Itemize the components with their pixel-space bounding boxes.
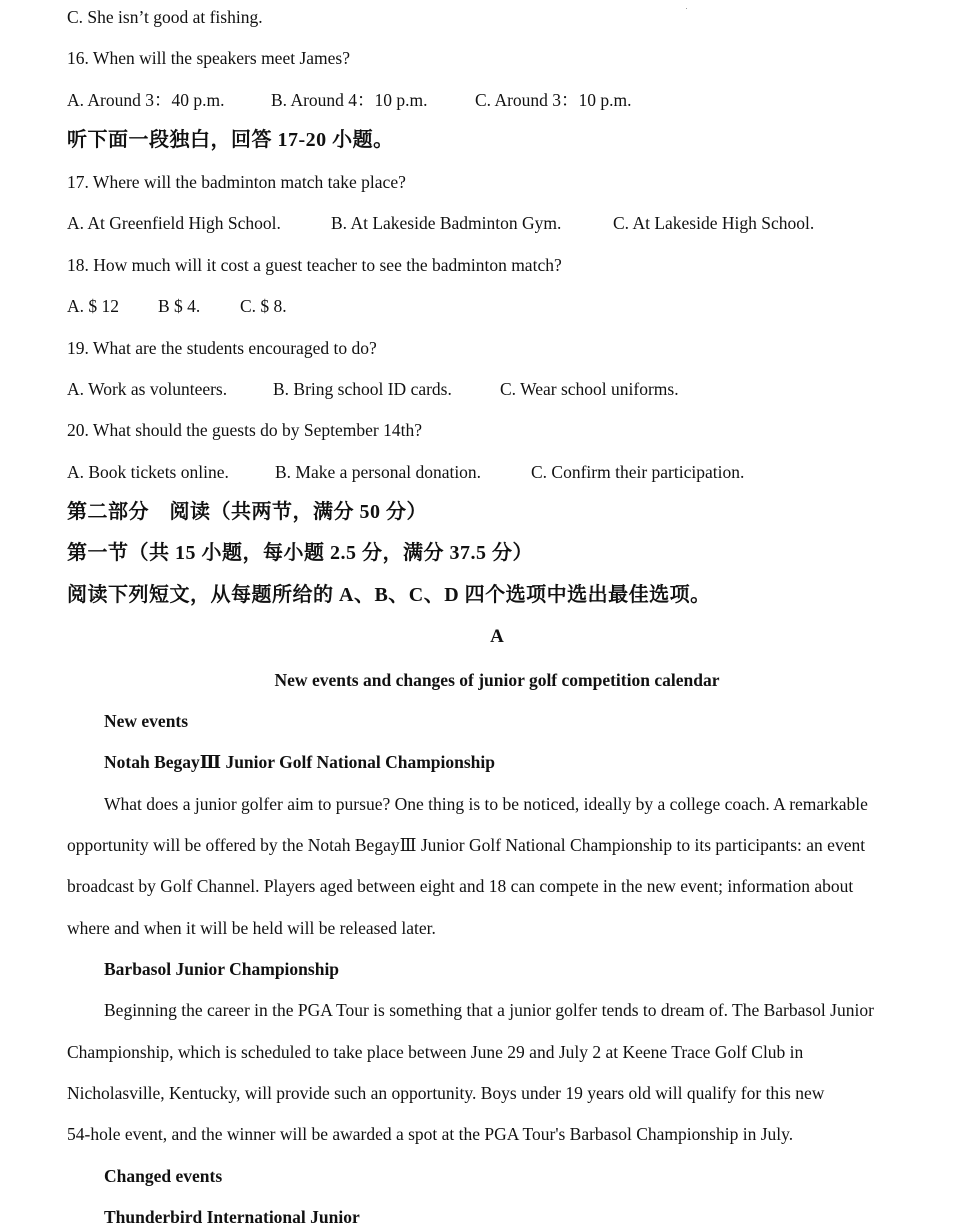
section1-heading: 第一节（共 15 小题，每小题 2.5 分，满分 37.5 分） — [67, 542, 533, 564]
q19-option-c: C. Wear school uniforms. — [500, 379, 679, 399]
passage-letter: A — [490, 626, 504, 647]
event1-line-1: What does a junior golfer aim to pursue? One thing is to be noticed, ideally by a college coach. A remarkable — [104, 794, 868, 814]
monologue-instruction: 听下面一段独白，回答 17-20 小题。 — [67, 129, 394, 151]
q20-question: 20. What should the guests do by September 14th? — [67, 420, 422, 440]
q18-options — [67, 295, 287, 317]
event1-line-3: broadcast by Golf Channel. Players aged between eight and 18 can compete in the new event; information about — [67, 876, 854, 896]
q20-option-a: A. Book tickets online. — [67, 462, 229, 482]
q18-option-a: A. $ 12 — [67, 296, 120, 316]
event1-title: Notah BegayⅢ Junior Golf National Championship — [104, 752, 495, 772]
reading-instruction: 阅读下列短文，从每题所给的 A、B、C、D 四个选项中选出最佳选项。 — [67, 584, 711, 606]
q20-options — [67, 461, 744, 483]
event2-title: Barbasol Junior Championship — [104, 959, 340, 979]
q19-option-b: B. Bring school ID cards. — [273, 379, 452, 399]
q17-question: 17. Where will the badminton match take place? — [67, 172, 406, 192]
q15-option-c: C. She isn’t good at fishing. — [67, 7, 263, 27]
q20-option-c: C. Confirm their participation. — [531, 462, 745, 482]
q18-question: 18. How much will it cost a guest teacher to see the badminton match? — [67, 255, 562, 275]
event3-title: Thunderbird International Junior — [104, 1207, 360, 1227]
q17-option-c: C. At Lakeside High School. — [613, 213, 815, 233]
passage-title: New events and changes of junior golf competition calendar — [274, 670, 720, 690]
q16-option-b: B. Around 4：10 p.m. — [271, 90, 428, 110]
event2-line-2: Championship, which is scheduled to take place between June 29 and July 2 at Keene Trace Golf Club in — [67, 1042, 804, 1062]
q20-option-b: B. Make a personal donation. — [275, 462, 482, 482]
q19-question: 19. What are the students encouraged to do? — [67, 338, 377, 358]
event2-line-3: Nicholasville, Kentucky, will provide such an opportunity. Boys under 19 years old will qualify for this new — [67, 1083, 825, 1103]
q16-option-c: C. Around 3：10 p.m. — [475, 90, 632, 110]
event1-line-2: opportunity will be offered by the Notah BegayⅢ Junior Golf National Championship to its participants: an event — [67, 835, 866, 855]
q18-option-b: B $ 4. — [158, 296, 201, 316]
part2-heading: 第二部分 阅读（共两节，满分 50 分） — [67, 501, 427, 523]
new-events-heading: New events — [104, 711, 189, 731]
q16-option-a: A. Around 3：40 p.m. — [67, 90, 225, 110]
q16-options — [67, 89, 632, 111]
q18-option-c: C. $ 8. — [240, 296, 287, 316]
event1-line-4: where and when it will be held will be released later. — [67, 918, 436, 938]
q17-option-a: A. At Greenfield High School. — [67, 213, 281, 233]
q17-options — [67, 212, 814, 234]
q16-question: 16. When will the speakers meet James? — [67, 48, 350, 68]
event2-line-1: Beginning the career in the PGA Tour is something that a junior golfer tends to dream of. The Barbasol Junior — [104, 1000, 874, 1020]
q19-options — [67, 378, 679, 400]
q19-option-a: A. Work as volunteers. — [67, 379, 228, 399]
q17-option-b: B. At Lakeside Badminton Gym. — [331, 213, 562, 233]
event2-line-4: 54-hole event, and the winner will be awarded a spot at the PGA Tour's Barbasol Championship in July. — [67, 1124, 794, 1144]
changed-events-heading: Changed events — [104, 1166, 223, 1186]
scan-speck — [686, 8, 687, 9]
